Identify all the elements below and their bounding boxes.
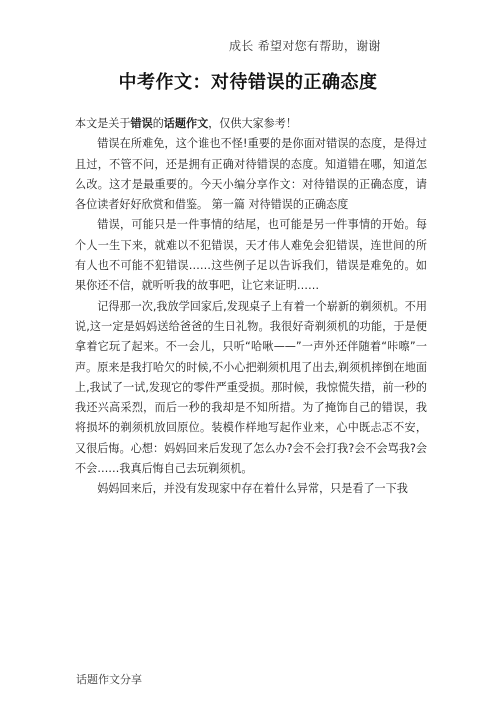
body-paragraph-3: 记得那一次,我放学回家后,发现桌子上有着一个崭新的剃须机。不用说,这一定是妈妈送给爸爸的生日礼物。我很好奇剃须机的功能，于是便拿着它玩了起来。不一会儿，只听“哈啾——”一声外还伴随着“咔嚓”一声。原来是我打哈欠的时候,不小心把剃须机甩了出去,剃须机摔倒在地面上,我试了一试,发现它的零件严重受损。那时候，我惊慌失措，前一秒的我还兴高采烈，而后一秒的我却是不知所措。为了掩饰自己的错误，我将损坏的剃须机放回原位。装模作样地写起作业来，心中既忐忑不安，又很后悔。心想：妈妈回来后发现了怎么办?会不会打我?会不会骂我?会不会……我真后悔自己去玩剃须机。 (75, 299, 427, 476)
body-paragraph-4: 妈妈回来后，并没有发现家中存在着什么异常，只是看了一下我 (97, 482, 408, 496)
intro-paragraph (75, 114, 427, 134)
document-body (75, 114, 427, 500)
document-title: 中考作文：对待错误的正确态度 (118, 72, 378, 93)
intro-text-before: 本文是关于 (75, 117, 131, 130)
keyword-bold-error: 错误 (130, 117, 153, 130)
intro-text-after: ，仅供大家参考！ (208, 117, 297, 130)
body-paragraph-2: 错误，可能只是一件事情的结尾，也可能是另一件事情的开始。每个人一生下来，就难以不犯错误，天才伟人难免会犯错误，连世间的所有人也不可能不犯错误……这些例子足以告诉我们，错误是难免的。如果你还不信，就听听我的故事吧，让它来证明…… (75, 218, 427, 293)
page-footer: 话题作文分享 (76, 673, 142, 686)
body-paragraph-1: 错误在所难免，这个谁也不怪!重要的是你面对错误的态度，是得过且过，不管不问，还是拥有正确对待错误的态度。知道错在哪，知道怎么改。这才是最重要的。今天小编分享作文：对待错误的正确态度，请各位读者好好欣赏和借鉴。 第一篇 对待错误的正确态度 (75, 137, 427, 212)
keyword-bold-essay: 话题作文 (163, 117, 209, 130)
page-header: 成长 希望对您有帮助，谢谢 (229, 39, 381, 53)
intro-text-middle: 的 (152, 117, 164, 130)
